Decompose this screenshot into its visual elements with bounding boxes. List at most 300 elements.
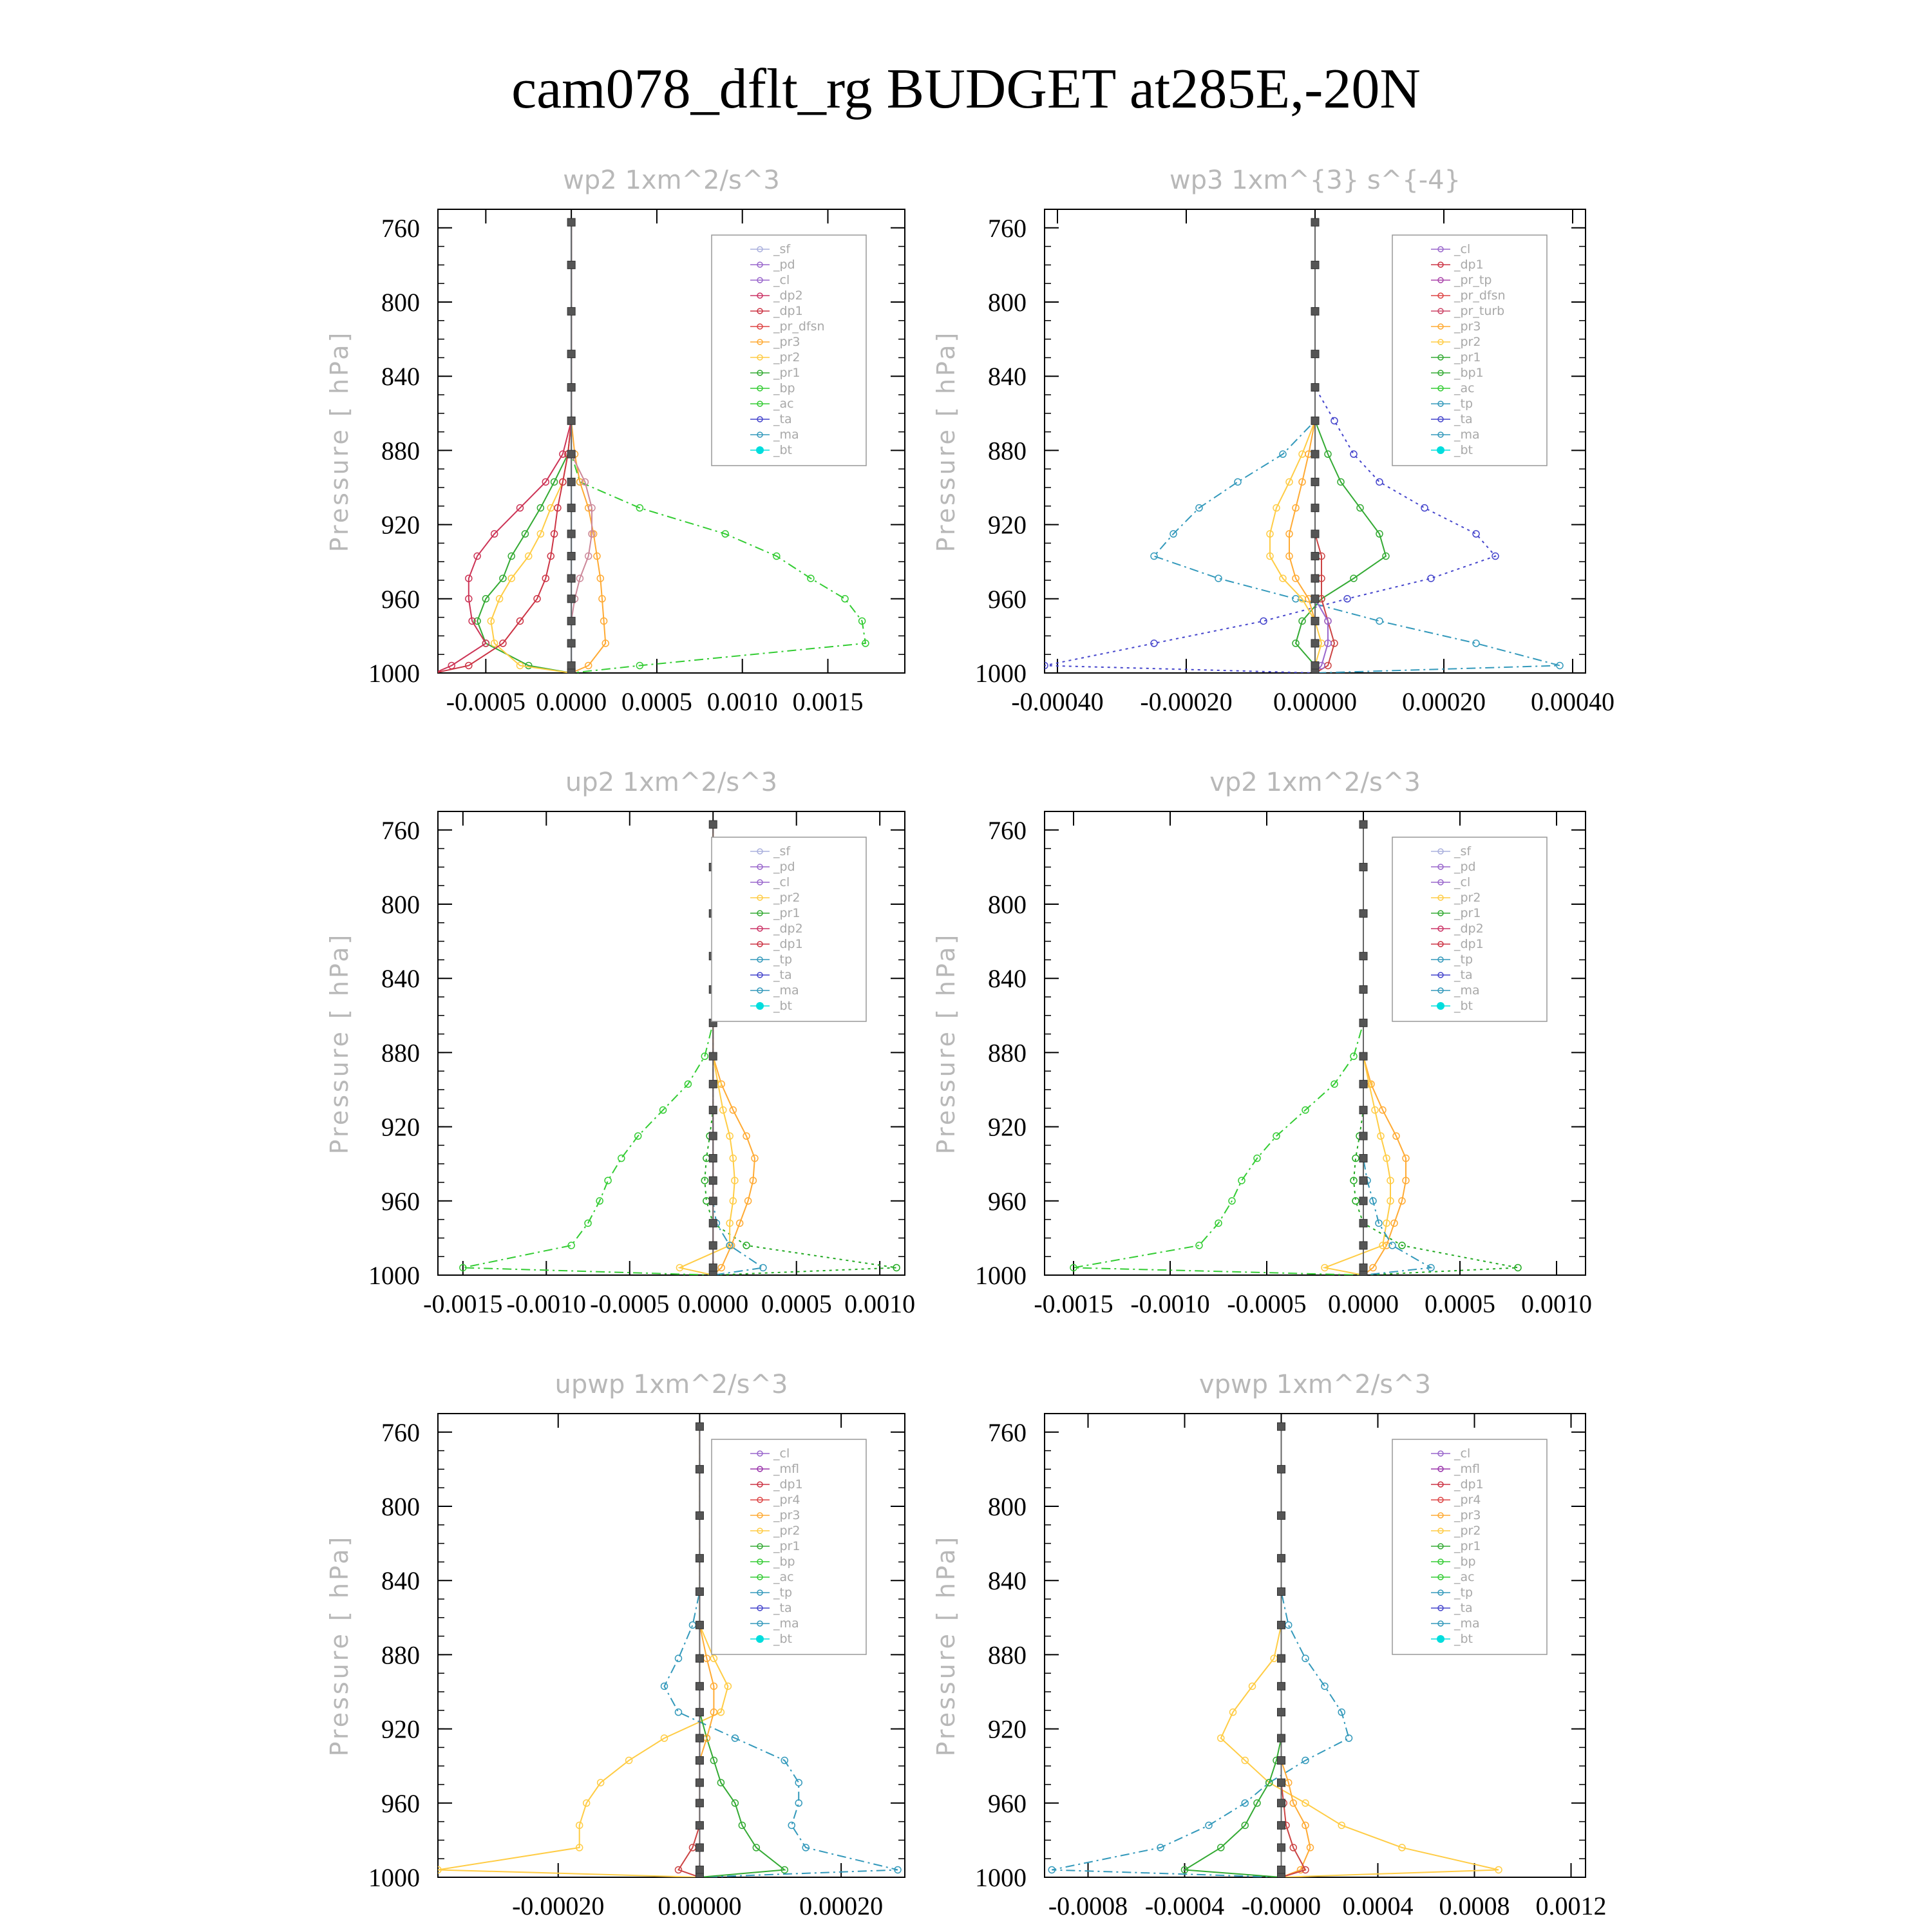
data-point [1235, 478, 1241, 485]
legend-label: _dp1 [773, 937, 803, 951]
legend-label: _pr4 [773, 1493, 800, 1507]
data-point [696, 1734, 703, 1742]
legend-label: _sf [773, 844, 791, 858]
y-tick-label: 880 [988, 1640, 1027, 1670]
legend-label: _ac [773, 1570, 794, 1584]
data-point [1278, 1465, 1285, 1473]
legend-label: _pr1 [1454, 1539, 1481, 1553]
x-tick-label: 0.0015 [792, 687, 864, 716]
y-tick-label: 1000 [368, 1261, 420, 1290]
data-point [709, 1177, 717, 1184]
y-tick-label: 760 [381, 815, 420, 845]
legend-label: _pr1 [1454, 906, 1481, 920]
x-tick-label: -0.00020 [512, 1891, 605, 1920]
data-point [567, 450, 575, 458]
data-point [1359, 952, 1367, 960]
data-point [1311, 574, 1319, 582]
y-tick-label: 760 [988, 213, 1027, 243]
data-point [567, 307, 575, 315]
y-tick-label: 800 [381, 288, 420, 317]
panel-up2 [325, 768, 915, 1318]
data-point [709, 1219, 717, 1227]
series-line-_dp1 [1074, 824, 1363, 1275]
y-tick-label: 1000 [975, 659, 1027, 688]
data-point [1278, 1587, 1285, 1595]
panel-title: wp2 1xm^2/s^3 [563, 166, 780, 195]
data-point [1321, 1683, 1328, 1689]
data-point [567, 504, 575, 512]
data-point [567, 383, 575, 391]
y-tick-label: 880 [381, 1038, 420, 1068]
series-line-_dp2 [435, 222, 571, 673]
data-point [696, 1654, 703, 1662]
panel-wp3 [932, 166, 1615, 716]
y-tick-label: 840 [381, 362, 420, 392]
data-point [696, 1682, 703, 1690]
legend-label: _bt [773, 1632, 793, 1646]
data-point [1311, 350, 1319, 358]
data-point [1278, 1621, 1285, 1629]
legend-label: _tp [1454, 1586, 1473, 1600]
data-point [709, 1080, 717, 1088]
legend-label: _ta [1454, 968, 1473, 982]
legend-label: _bp [773, 381, 795, 395]
legend-label: _ma [1454, 983, 1480, 998]
y-tick-label: 880 [381, 436, 420, 466]
legend-label: _pr_dfsn [773, 319, 825, 334]
y-tick-label: 800 [381, 890, 420, 919]
x-tick-label: 0.00040 [1531, 687, 1615, 716]
data-point [1311, 595, 1319, 603]
legend-marker [756, 1002, 764, 1010]
data-point [1278, 1873, 1285, 1881]
y-tick-label: 880 [988, 1038, 1027, 1068]
legend-label: _pr3 [1454, 319, 1481, 334]
x-tick-label: 0.00020 [1402, 687, 1486, 716]
data-point [1359, 820, 1367, 828]
data-point [618, 1155, 625, 1162]
x-tick-label: 0.0004 [1342, 1891, 1414, 1920]
y-tick-label: 1000 [975, 1863, 1027, 1892]
legend-label: _pr2 [1454, 335, 1481, 349]
x-tick-label: 0.0005 [621, 687, 692, 716]
legend-label: _cl [773, 1446, 790, 1461]
x-tick-label: 0.00020 [799, 1891, 884, 1920]
data-point [1278, 1555, 1285, 1562]
y-tick-label: 760 [988, 1417, 1027, 1447]
data-point [1311, 478, 1319, 486]
legend-marker [1437, 1002, 1444, 1010]
series-line-_pr1 [1270, 222, 1321, 673]
data-point [1359, 985, 1367, 993]
data-point [567, 639, 575, 647]
y-tick-label: 760 [381, 213, 420, 243]
y-tick-label: 880 [988, 436, 1027, 466]
legend-marker [756, 446, 764, 454]
x-tick-label: -0.0000 [1241, 1891, 1321, 1920]
legend-label: _ma [1454, 1616, 1480, 1631]
data-point [1359, 1219, 1367, 1227]
data-point [709, 1106, 717, 1114]
y-tick-label: 840 [988, 964, 1027, 994]
data-point [1350, 451, 1357, 457]
data-point [1331, 417, 1338, 424]
data-point [567, 669, 575, 677]
data-point [696, 1555, 703, 1562]
data-point [1359, 1177, 1367, 1184]
series-line-_pr1 [1325, 824, 1390, 1275]
legend-label: _ma [773, 1616, 799, 1631]
legend-label: _dp1 [773, 1477, 803, 1492]
x-tick-label: -0.0015 [423, 1289, 503, 1318]
legend-label: _ta [1454, 1601, 1473, 1615]
y-axis-label: Pressure [ hPa] [325, 1534, 354, 1757]
legend-label: _tp [773, 952, 793, 967]
x-tick-label: -0.0010 [506, 1289, 586, 1318]
legend-label: _pr2 [1454, 891, 1481, 905]
x-tick-label: -0.0005 [1227, 1289, 1307, 1318]
data-point [689, 1622, 696, 1628]
legend-label: _bt [1454, 443, 1473, 457]
series-line-_pr2 [1289, 222, 1315, 673]
panel-vp2 [932, 768, 1592, 1318]
x-tick-label: -0.0010 [1130, 1289, 1210, 1318]
x-tick-label: -0.0015 [1034, 1289, 1113, 1318]
y-tick-label: 800 [381, 1492, 420, 1521]
legend-label: _ac [1454, 381, 1475, 395]
y-tick-label: 920 [381, 1714, 420, 1744]
data-point [567, 218, 575, 226]
data-point [1311, 639, 1319, 647]
data-point [1359, 1155, 1367, 1162]
data-point [696, 1757, 703, 1765]
x-tick-label: -0.0005 [590, 1289, 670, 1318]
legend-label: _pr_dfsn [1454, 289, 1506, 303]
data-point [1311, 530, 1319, 538]
data-point [709, 1155, 717, 1162]
data-point [709, 1264, 717, 1271]
data-point [1278, 1734, 1285, 1742]
data-point [788, 1822, 795, 1828]
data-point [1278, 1844, 1285, 1852]
data-point [567, 417, 575, 424]
y-tick-label: 840 [988, 362, 1027, 392]
data-point [567, 261, 575, 269]
y-tick-label: 800 [988, 288, 1027, 317]
y-tick-label: 800 [988, 890, 1027, 919]
legend-label: _pr2 [773, 1524, 800, 1538]
legend-label: _bt [773, 443, 793, 457]
data-point [842, 596, 848, 602]
y-tick-label: 920 [988, 510, 1027, 540]
y-axis-label: Pressure [ hPa] [932, 932, 960, 1155]
series-line-_pr1 [438, 1426, 728, 1877]
y-tick-label: 960 [381, 584, 420, 614]
legend-label: _pr1 [773, 1539, 800, 1553]
legend-label: _sf [773, 242, 791, 256]
data-point [605, 1177, 611, 1184]
legend-label: _pr1 [773, 366, 800, 380]
data-point [1278, 1511, 1285, 1519]
data-point [1376, 478, 1383, 485]
data-point [696, 1511, 703, 1519]
legend-label: _ta [1454, 412, 1473, 426]
panel-title: vp2 1xm^2/s^3 [1209, 768, 1421, 797]
legend-label: _ac [1454, 1570, 1475, 1584]
x-tick-label: 0.0000 [1328, 1289, 1399, 1318]
y-tick-label: 960 [381, 1186, 420, 1216]
data-point [1278, 1757, 1285, 1765]
data-point [1278, 1654, 1285, 1662]
x-tick-label: 0.0010 [844, 1289, 916, 1318]
data-point [1359, 1019, 1367, 1027]
y-tick-label: 960 [988, 584, 1027, 614]
data-point [696, 1873, 703, 1881]
data-point [567, 350, 575, 358]
legend-label: _pd [1454, 860, 1476, 874]
series-line-_pr3 [571, 222, 605, 673]
data-point [431, 670, 438, 676]
data-point [567, 617, 575, 625]
legend-label: _pr4 [1454, 1493, 1481, 1507]
series-line-_bp [1185, 1426, 1282, 1877]
data-point [1278, 1682, 1285, 1690]
data-point [1473, 531, 1479, 537]
x-tick-label: 0.0000 [677, 1289, 749, 1318]
y-tick-label: 960 [988, 1186, 1027, 1216]
x-tick-label: -0.0008 [1048, 1891, 1128, 1920]
data-point [1359, 1052, 1367, 1060]
legend-label: _cl [1454, 875, 1471, 889]
data-point [1359, 909, 1367, 917]
panel-wp2 [325, 166, 905, 716]
data-point [567, 574, 575, 582]
data-point [567, 553, 575, 560]
legend-label: _pr_turb [1454, 304, 1505, 318]
x-tick-label: 0.0005 [761, 1289, 832, 1318]
y-tick-label: 840 [381, 1566, 420, 1596]
data-point [1359, 1106, 1367, 1114]
legend-label: _pr1 [773, 906, 800, 920]
data-point [1311, 307, 1319, 315]
y-tick-label: 800 [988, 1492, 1027, 1521]
data-point [1311, 383, 1319, 391]
y-axis-label: Pressure [ hPa] [325, 330, 354, 553]
x-tick-label: -0.00020 [1140, 687, 1233, 716]
data-point [696, 1423, 703, 1430]
y-tick-label: 880 [381, 1640, 420, 1670]
series-line-_pr3 [1315, 222, 1334, 673]
data-point [1278, 1799, 1285, 1807]
legend-label: _tp [1454, 952, 1473, 967]
legend-label: _pr_tp [1454, 273, 1492, 287]
data-point [1359, 1271, 1367, 1279]
y-tick-label: 920 [988, 1714, 1027, 1744]
y-tick-label: 840 [381, 964, 420, 994]
legend-label: _ma [773, 428, 799, 442]
data-point [696, 1621, 703, 1629]
data-point [709, 1271, 717, 1279]
series-line-_dp1 [435, 222, 571, 673]
y-tick-label: 920 [381, 1112, 420, 1142]
y-tick-label: 920 [988, 1112, 1027, 1142]
data-point [1278, 1821, 1285, 1829]
y-tick-label: 1000 [368, 1863, 420, 1892]
x-tick-label: 0.00000 [1273, 687, 1357, 716]
x-tick-label: 0.0008 [1439, 1891, 1510, 1920]
legend-label: _dp1 [773, 304, 803, 318]
legend-label: _pr1 [1454, 350, 1481, 365]
legend-label: _ma [1454, 428, 1480, 442]
data-point [1311, 661, 1319, 669]
y-tick-label: 840 [988, 1566, 1027, 1596]
x-tick-label: -0.0005 [446, 687, 526, 716]
data-point [1359, 1264, 1367, 1271]
legend-marker [756, 1635, 764, 1643]
legend-label: _pr3 [773, 1508, 800, 1522]
y-tick-label: 920 [381, 510, 420, 540]
x-tick-label: 0.0005 [1425, 1289, 1495, 1318]
legend-label: _ta [773, 1601, 792, 1615]
legend-label: _dp2 [1454, 922, 1484, 936]
legend-label: _bp [1454, 1555, 1476, 1569]
legend-label: _cl [1454, 242, 1471, 256]
data-point [1278, 1779, 1285, 1786]
data-point [795, 1779, 802, 1786]
data-point [1359, 1197, 1367, 1205]
x-tick-label: 0.0010 [706, 687, 778, 716]
data-point [567, 478, 575, 486]
x-tick-label: 0.00000 [658, 1891, 742, 1920]
legend-label: _tp [1454, 397, 1473, 411]
legend-label: _tp [773, 1586, 793, 1600]
y-tick-label: 760 [988, 815, 1027, 845]
series-line-_pr2 [491, 222, 571, 673]
data-point [1311, 450, 1319, 458]
data-point [1302, 1655, 1309, 1662]
legend-label: _mfl [1454, 1462, 1480, 1476]
legend-label: _ac [773, 397, 794, 411]
legend-label: _bt [1454, 999, 1473, 1013]
figure-title: cam078_dflt_rg BUDGET at285E,-20N [511, 58, 1421, 120]
data-point [1311, 553, 1319, 560]
legend-label: _ta [773, 412, 792, 426]
panel-title: upwp 1xm^2/s^3 [554, 1370, 788, 1399]
series-line-_pr2 [1282, 1426, 1311, 1877]
legend-label: _pd [773, 860, 795, 874]
data-point [431, 670, 438, 676]
legend-label: _bp1 [1454, 366, 1484, 380]
data-point [696, 1587, 703, 1595]
data-point [696, 1844, 703, 1852]
legend-label: _dp2 [773, 922, 803, 936]
data-point [1151, 553, 1157, 560]
legend-label: _pr2 [773, 891, 800, 905]
legend-label: _bt [1454, 1632, 1473, 1646]
panel-title: wp3 1xm^{3} s^{-4} [1169, 166, 1461, 195]
legend-label: _pr2 [773, 350, 800, 365]
data-point [1359, 1132, 1367, 1140]
data-point [696, 1799, 703, 1807]
x-tick-label: 0.0010 [1521, 1289, 1592, 1318]
legend-label: _bp [773, 1555, 795, 1569]
y-tick-label: 1000 [368, 659, 420, 688]
y-tick-label: 1000 [975, 1261, 1027, 1290]
legend-label: _pr2 [1454, 1524, 1481, 1538]
x-tick-label: -0.0004 [1144, 1891, 1225, 1920]
y-tick-label: 960 [988, 1788, 1027, 1818]
data-point [1278, 1709, 1285, 1716]
data-point [1278, 1866, 1285, 1873]
legend-label: _pd [773, 258, 795, 272]
legend-marker [1437, 446, 1444, 454]
data-point [1311, 669, 1319, 677]
legend-label: _dp2 [773, 289, 803, 303]
data-point [675, 1709, 681, 1716]
data-point [1311, 261, 1319, 269]
data-point [696, 1866, 703, 1873]
data-point [675, 1655, 681, 1662]
data-point [709, 1132, 717, 1140]
data-point [1311, 218, 1319, 226]
series-line-_tp [1052, 1426, 1349, 1877]
legend-label: _sf [1454, 844, 1472, 858]
series-line-_pr1 [477, 222, 571, 673]
y-axis-label: Pressure [ hPa] [932, 1534, 960, 1757]
data-point [709, 1197, 717, 1205]
legend-label: _cl [1454, 1446, 1471, 1461]
data-point [696, 1821, 703, 1829]
data-point [709, 1242, 717, 1249]
data-point [709, 820, 717, 828]
panel-title: up2 1xm^2/s^3 [565, 768, 778, 797]
y-tick-label: 760 [381, 1417, 420, 1447]
legend-label: _pr3 [1454, 1508, 1481, 1522]
legend-label: _dp1 [1454, 937, 1484, 951]
legend-label: _dp1 [1454, 1477, 1484, 1492]
y-tick-label: 960 [381, 1788, 420, 1818]
legend-marker [1437, 1635, 1444, 1643]
data-point [1421, 505, 1428, 511]
x-tick-label: 0.0000 [536, 687, 607, 716]
data-point [696, 1779, 703, 1786]
legend-label: _ta [773, 968, 792, 982]
series-line-_dp1 [463, 824, 713, 1275]
data-point [696, 1465, 703, 1473]
data-point [567, 661, 575, 669]
panel-upwp [325, 1370, 905, 1920]
data-point [1311, 417, 1319, 424]
legend-label: _pr3 [773, 335, 800, 349]
panel-vpwp [932, 1370, 1607, 1920]
data-point [1359, 1242, 1367, 1249]
data-point [567, 595, 575, 603]
data-point [1311, 504, 1319, 512]
x-tick-label: 0.0012 [1535, 1891, 1607, 1920]
legend-label: _cl [773, 273, 790, 287]
data-point [1359, 863, 1367, 871]
data-point [1238, 1177, 1245, 1184]
panel-title: vpwp 1xm^2/s^3 [1198, 1370, 1432, 1399]
legend-label: _bt [773, 999, 793, 1013]
y-axis-label: Pressure [ hPa] [932, 330, 960, 553]
data-point [696, 1709, 703, 1716]
legend-label: _cl [773, 875, 790, 889]
legend-label: _ma [773, 983, 799, 998]
data-point [1278, 1423, 1285, 1430]
data-point [1359, 1080, 1367, 1088]
x-tick-label: -0.00040 [1011, 687, 1104, 716]
